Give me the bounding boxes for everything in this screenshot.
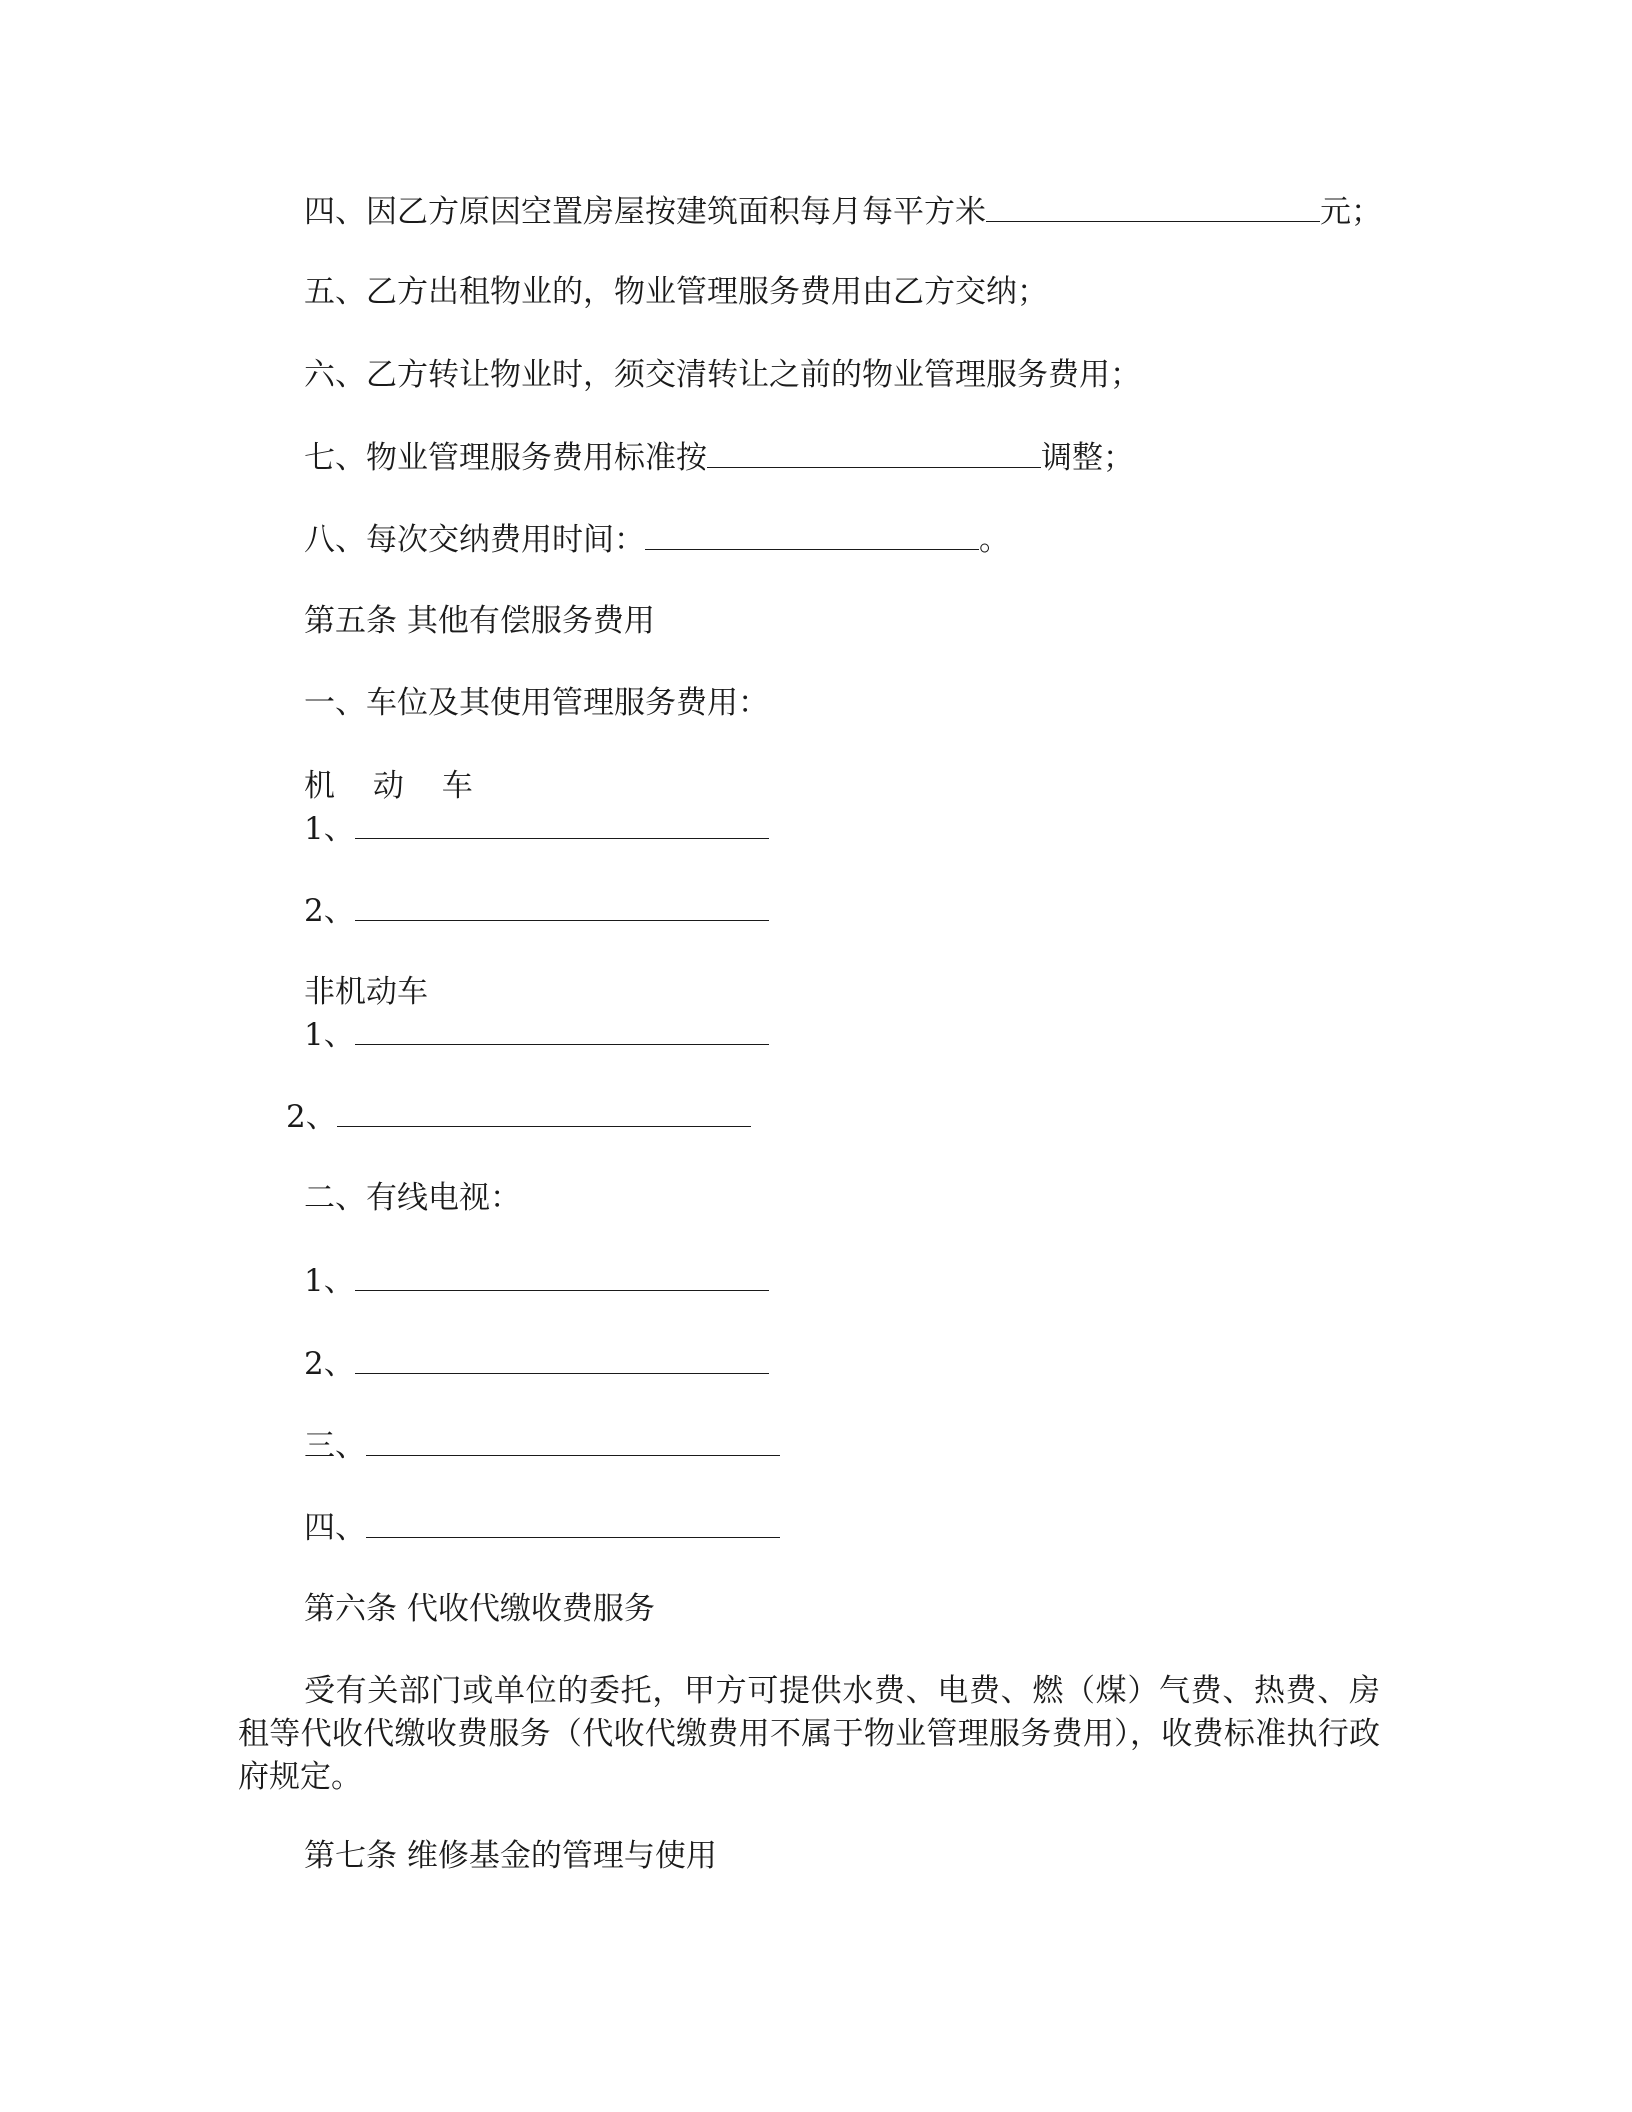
non-motor-vehicle-item-2: 2、 (286, 1096, 751, 1137)
motor-vehicle-item-2: 2、 (304, 890, 769, 931)
fee-item-6: 六、乙方转让物业时，须交清转让之前的物业管理服务费用； (304, 357, 1141, 393)
fee-item-7 (304, 437, 1134, 478)
article-6-heading: 第六条 代收代缴收费服务 (304, 1591, 655, 1627)
other-fee-blank-4[interactable] (366, 1507, 780, 1538)
parking-fee-subheading: 一、车位及其使用管理服务费用： (304, 685, 769, 721)
other-fee-blank-3[interactable] (366, 1425, 780, 1456)
fee-item-8-blank[interactable] (645, 519, 979, 550)
cable-tv-blank-1[interactable] (355, 1260, 769, 1291)
fee-item-8-text: 八、每次交纳费用时间： (304, 522, 645, 558)
article-7-heading: 第七条 维修基金的管理与使用 (304, 1838, 717, 1874)
non-motor-vehicle-blank-1[interactable] (355, 1014, 769, 1045)
non-motor-vehicle-blank-2[interactable] (337, 1096, 751, 1127)
fee-item-4-text: 四、因乙方原因空置房屋按建筑面积每月每平方米 (304, 194, 986, 230)
cable-tv-subheading: 二、有线电视： (304, 1180, 521, 1216)
non-motor-vehicle-label: 非机动车 (304, 974, 428, 1010)
other-fee-item-3: 三、 (304, 1425, 780, 1466)
article-5-heading: 第五条 其他有偿服务费用 (304, 603, 655, 639)
motor-vehicle-blank-1[interactable] (355, 808, 769, 839)
cable-tv-item-2: 2、 (304, 1343, 769, 1384)
fee-item-4-blank[interactable] (986, 191, 1320, 222)
motor-vehicle-item-1: 1、 (304, 808, 769, 849)
motor-vehicle-blank-2[interactable] (355, 890, 769, 921)
fee-item-5: 五、乙方出租物业的，物业管理服务费用由乙方交纳； (304, 274, 1048, 310)
article-6-body: 受有关部门或单位的委托，甲方可提供水费、电费、燃（煤）气费、热费、房租等代收代缴收费服务（代收代缴费用不属于物业管理服务费用），收费标准执行政府规定。 (238, 1673, 1380, 1795)
fee-item-4 (304, 191, 1382, 232)
fee-item-8-suffix: 。 (979, 522, 1010, 558)
cable-tv-blank-2[interactable] (355, 1343, 769, 1374)
motor-vehicle-label: 机 动 车 (304, 768, 487, 804)
fee-item-7-text: 七、物业管理服务费用标准按 (304, 440, 707, 476)
fee-item-7-suffix: 调整； (1041, 440, 1134, 476)
non-motor-vehicle-item-1: 1、 (304, 1014, 769, 1055)
fee-item-8 (304, 519, 1010, 560)
fee-item-4-suffix: 元； (1320, 194, 1382, 230)
other-fee-item-4: 四、 (304, 1507, 780, 1548)
fee-item-7-blank[interactable] (707, 437, 1041, 468)
cable-tv-item-1: 1、 (304, 1260, 769, 1301)
